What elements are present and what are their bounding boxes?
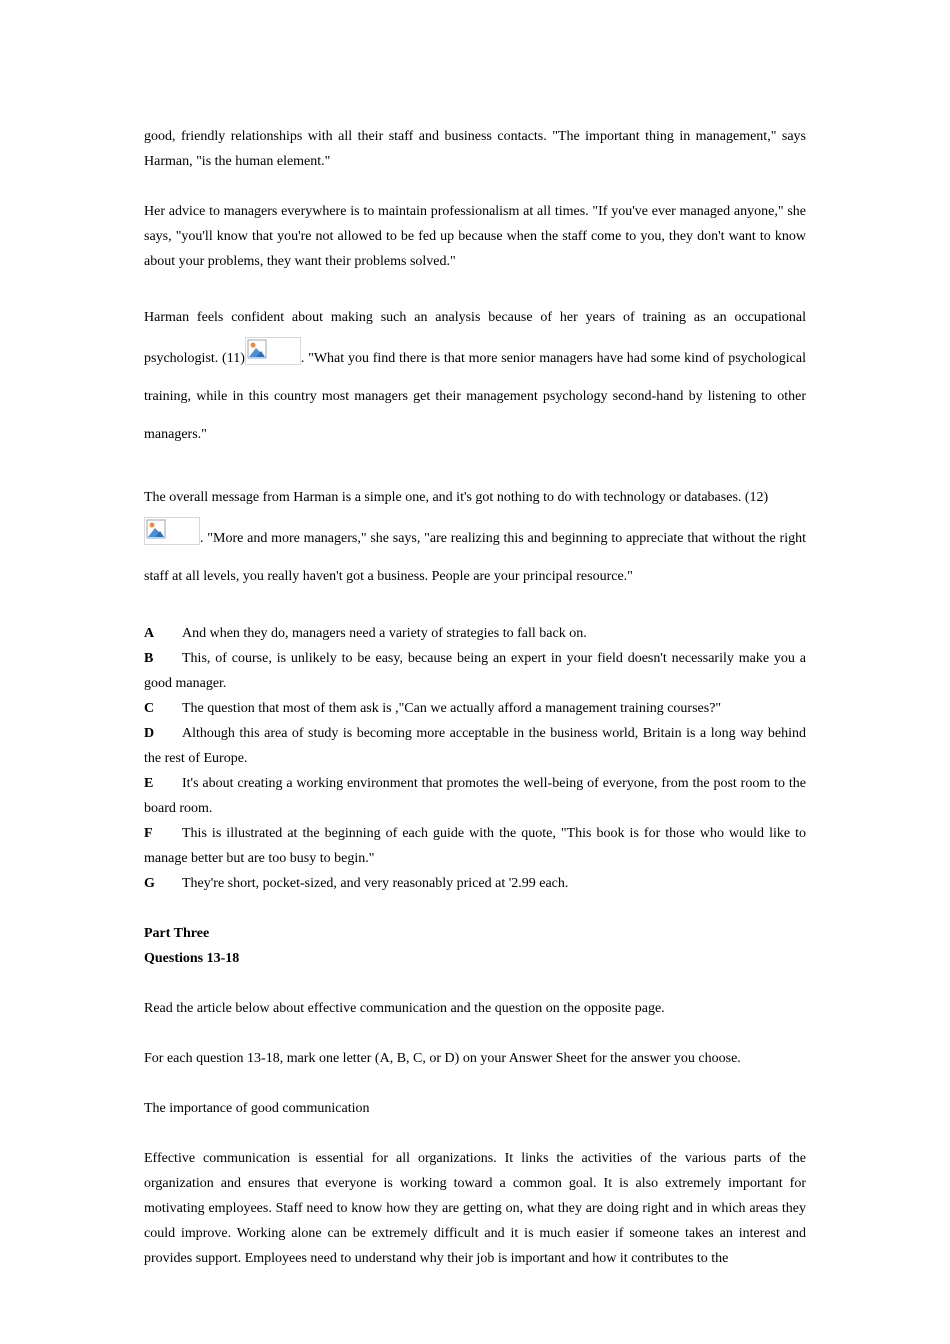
paragraph-3 [144, 299, 806, 454]
article-title: The importance of good communication [144, 1101, 370, 1116]
option-c: C The question that most of them ask is ,"Can we actually afford a management training courses?" [144, 701, 722, 716]
option-a: A And when they do, managers need a variety of strategies to fall back on. [144, 626, 587, 641]
paragraph-4-text-a: The overall message from Harman is a simple one, and it's got nothing to do with technology or databases. (12) [144, 490, 769, 505]
option-b: B This, of course, is unlikely to be easy, because being an expert in your field doesn't necessarily make you a good manager. [144, 651, 806, 691]
broken-image-icon [144, 517, 200, 545]
paragraph-2: Her advice to managers everywhere is to maintain professionalism at all times. "If you've ever managed anyone," she says, "you'll know that you're not allowed to be fed up because when the staff come to you, they don't want to know about your problems, they want their problems solved." [144, 204, 806, 269]
article-body: Effective communication is essential for all organizations. It links the activities of the various parts of the organization and ensures that everyone is working toward a common goal. It is also extremely important for motivating employees. Staff need to know how they are getting on, what they are doing right and in which areas they could improve. Working alone can be extremely difficult and it is much easier if someone takes an interest and provides support. Employees need to understand why their job is important and how it contributes to the [144, 1151, 806, 1266]
paragraph-3-text-a: Harman feels confident about making such an analysis because of her years of training as an occupational psychologist. (11) [144, 310, 806, 366]
document-page [144, 124, 806, 1271]
paragraph-1: good, friendly relationships with all their staff and business contacts. "The important thing in management," says Harman, "is the human element." [144, 129, 806, 169]
option-f: F This is illustrated at the beginning of each guide with the quote, "This book is for those who would like to manage better but are too busy to begin." [144, 826, 806, 866]
instruction-2: For each question 13-18, mark one letter (A, B, C, or D) on your Answer Sheet for the answer you choose. [144, 1051, 741, 1066]
questions-heading: Questions 13-18 [144, 951, 240, 966]
options-list [144, 621, 806, 896]
option-d: D Although this area of study is becoming more acceptable in the business world, Britain is a long way behind the rest of Europe. [144, 726, 806, 766]
paragraph-4-text-b: . "More and more managers," she says, "are realizing this and beginning to appreciate that without the right staff at all levels, you really haven't got a business. People are your principal resource." [144, 531, 806, 584]
broken-image-icon [245, 337, 301, 365]
part-title: Part Three [144, 926, 210, 941]
paragraph-4 [144, 479, 806, 596]
option-g: G They're short, pocket-sized, and very reasonably priced at '2.99 each. [144, 876, 569, 891]
instruction-1: Read the article below about effective communication and the question on the opposite page. [144, 1001, 665, 1016]
option-e: E It's about creating a working environment that promotes the well-being of everyone, from the post room to the board room. [144, 776, 806, 816]
paragraph-3-text-b: . "What you find there is that more senior managers have had some kind of psychological training, while in this country most managers get their management psychology second-hand by listening to other managers." [144, 351, 806, 442]
